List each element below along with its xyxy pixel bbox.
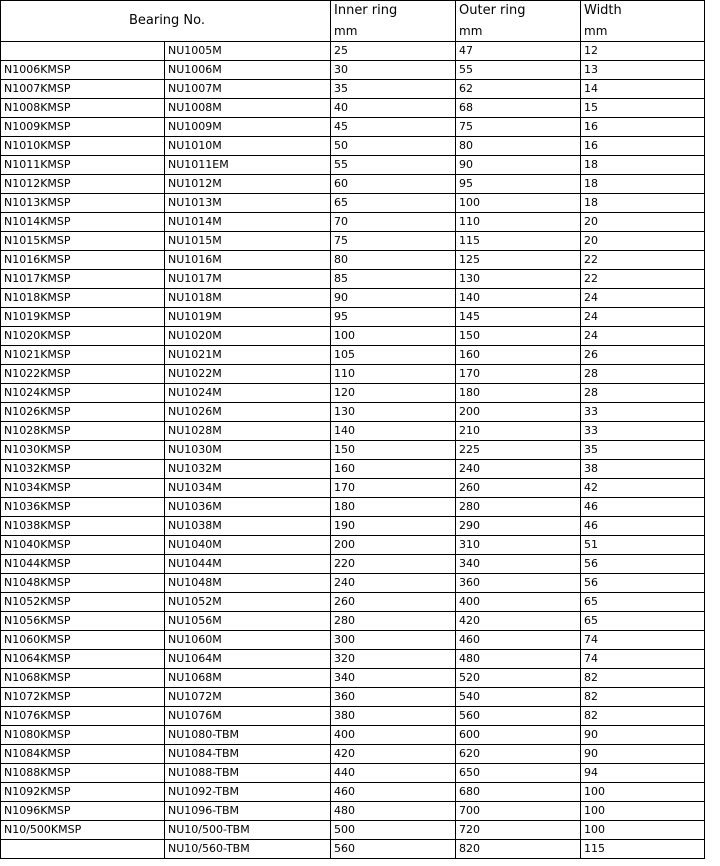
width-cell: 33 [581,422,705,441]
outer-ring-cell: 340 [456,555,581,574]
inner-ring-cell: 110 [331,365,456,384]
inner-ring-cell: 200 [331,536,456,555]
table-row [1,517,705,536]
nu-cell: NU10/500-TBM [165,821,331,840]
width-cell: 16 [581,118,705,137]
inner-ring-cell: 70 [331,213,456,232]
table-row [1,536,705,555]
table-row [1,118,705,137]
inner-ring-cell: 95 [331,308,456,327]
outer-ring-cell: 47 [456,42,581,61]
n-cell: N1011KMSP [1,156,165,175]
table-row [1,365,705,384]
outer-ring-cell: 460 [456,631,581,650]
outer-ring-cell: 650 [456,764,581,783]
table-row [1,555,705,574]
outer-ring-cell: 360 [456,574,581,593]
table-row [1,745,705,764]
n-cell: N1080KMSP [1,726,165,745]
table-row [1,764,705,783]
width-cell: 46 [581,517,705,536]
outer-ring-cell: 400 [456,593,581,612]
n-cell: N1092KMSP [1,783,165,802]
nu-cell: NU1032M [165,460,331,479]
n-cell: N10/500KMSP [1,821,165,840]
inner-ring-cell: 300 [331,631,456,650]
width-cell: 20 [581,232,705,251]
outer-ring-cell: 560 [456,707,581,726]
inner-ring-cell: 500 [331,821,456,840]
outer-ring-cell: 520 [456,669,581,688]
width-cell: 33 [581,403,705,422]
nu-cell: NU1044M [165,555,331,574]
table-header [1,1,705,42]
width-cell: 18 [581,156,705,175]
table-row [1,384,705,403]
outer-ring-cell: 200 [456,403,581,422]
nu-cell: NU1012M [165,175,331,194]
n-cell: N1020KMSP [1,327,165,346]
n-cell: N1096KMSP [1,802,165,821]
table-row [1,574,705,593]
nu-cell: NU1019M [165,308,331,327]
table-body [1,42,705,859]
n-cell: N1017KMSP [1,270,165,289]
width-cell: 20 [581,213,705,232]
nu-cell: NU1052M [165,593,331,612]
inner-ring-cell: 30 [331,61,456,80]
nu-cell: NU1005M [165,42,331,61]
table-row [1,327,705,346]
width-cell: 28 [581,384,705,403]
outer-ring-cell: 125 [456,251,581,270]
table-row [1,137,705,156]
width-cell: 100 [581,783,705,802]
n-cell: N1034KMSP [1,479,165,498]
n-cell: N1015KMSP [1,232,165,251]
inner-ring-cell: 260 [331,593,456,612]
nu-cell: NU1021M [165,346,331,365]
nu-cell: NU1007M [165,80,331,99]
header-inner-unit: mm [331,21,456,42]
header-width-unit: mm [581,21,705,42]
inner-ring-cell: 140 [331,422,456,441]
nu-cell: NU1060M [165,631,331,650]
width-cell: 74 [581,650,705,669]
header-width: Width [581,1,705,22]
inner-ring-cell: 160 [331,460,456,479]
table-row [1,783,705,802]
inner-ring-cell: 280 [331,612,456,631]
width-cell: 82 [581,669,705,688]
outer-ring-cell: 280 [456,498,581,517]
nu-cell: NU1068M [165,669,331,688]
width-cell: 82 [581,707,705,726]
width-cell: 115 [581,840,705,859]
n-cell: N1056KMSP [1,612,165,631]
inner-ring-cell: 150 [331,441,456,460]
nu-cell: NU1080-TBM [165,726,331,745]
outer-ring-cell: 115 [456,232,581,251]
inner-ring-cell: 240 [331,574,456,593]
n-cell: N1012KMSP [1,175,165,194]
nu-cell: NU10/560-TBM [165,840,331,859]
width-cell: 16 [581,137,705,156]
nu-cell: NU1022M [165,365,331,384]
outer-ring-cell: 290 [456,517,581,536]
width-cell: 46 [581,498,705,517]
width-cell: 13 [581,61,705,80]
n-cell: N1064KMSP [1,650,165,669]
inner-ring-cell: 220 [331,555,456,574]
nu-cell: NU1072M [165,688,331,707]
n-cell: N1018KMSP [1,289,165,308]
n-cell: N1014KMSP [1,213,165,232]
width-cell: 100 [581,821,705,840]
table-row [1,403,705,422]
width-cell: 65 [581,593,705,612]
nu-cell: NU1006M [165,61,331,80]
outer-ring-cell: 260 [456,479,581,498]
n-cell: N1010KMSP [1,137,165,156]
header-outer-ring: Outer ring [456,1,581,22]
outer-ring-cell: 480 [456,650,581,669]
inner-ring-cell: 480 [331,802,456,821]
n-cell: N1040KMSP [1,536,165,555]
outer-ring-cell: 540 [456,688,581,707]
table-row [1,612,705,631]
inner-ring-cell: 360 [331,688,456,707]
table-row [1,802,705,821]
width-cell: 74 [581,631,705,650]
nu-cell: NU1088-TBM [165,764,331,783]
table-row [1,441,705,460]
n-cell: N1013KMSP [1,194,165,213]
table-row [1,213,705,232]
nu-cell: NU1015M [165,232,331,251]
width-cell: 26 [581,346,705,365]
outer-ring-cell: 68 [456,99,581,118]
table-row [1,270,705,289]
nu-cell: NU1038M [165,517,331,536]
table-row [1,840,705,859]
nu-cell: NU1010M [165,137,331,156]
nu-cell: NU1013M [165,194,331,213]
nu-cell: NU1096-TBM [165,802,331,821]
inner-ring-cell: 100 [331,327,456,346]
table-row [1,308,705,327]
table-row [1,156,705,175]
n-cell [1,42,165,61]
outer-ring-cell: 75 [456,118,581,137]
outer-ring-cell: 180 [456,384,581,403]
inner-ring-cell: 170 [331,479,456,498]
n-cell: N1008KMSP [1,99,165,118]
table-row [1,631,705,650]
table-row [1,460,705,479]
table-row [1,289,705,308]
inner-ring-cell: 320 [331,650,456,669]
outer-ring-cell: 680 [456,783,581,802]
nu-cell: NU1016M [165,251,331,270]
width-cell: 35 [581,441,705,460]
header-outer-unit: mm [456,21,581,42]
n-cell: N1036KMSP [1,498,165,517]
n-cell: N1021KMSP [1,346,165,365]
nu-cell: NU1064M [165,650,331,669]
nu-cell: NU1020M [165,327,331,346]
inner-ring-cell: 340 [331,669,456,688]
nu-cell: NU1056M [165,612,331,631]
nu-cell: NU1084-TBM [165,745,331,764]
outer-ring-cell: 420 [456,612,581,631]
width-cell: 90 [581,726,705,745]
table-row [1,707,705,726]
inner-ring-cell: 40 [331,99,456,118]
outer-ring-cell: 110 [456,213,581,232]
outer-ring-cell: 310 [456,536,581,555]
table-row [1,346,705,365]
n-cell: N1007KMSP [1,80,165,99]
nu-cell: NU1048M [165,574,331,593]
nu-cell: NU1092-TBM [165,783,331,802]
outer-ring-cell: 90 [456,156,581,175]
inner-ring-cell: 55 [331,156,456,175]
inner-ring-cell: 45 [331,118,456,137]
table-row [1,232,705,251]
table-row [1,650,705,669]
table-row [1,479,705,498]
n-cell: N1032KMSP [1,460,165,479]
inner-ring-cell: 105 [331,346,456,365]
outer-ring-cell: 240 [456,460,581,479]
n-cell: N1006KMSP [1,61,165,80]
table-row [1,61,705,80]
inner-ring-cell: 60 [331,175,456,194]
table-row [1,175,705,194]
inner-ring-cell: 560 [331,840,456,859]
outer-ring-cell: 140 [456,289,581,308]
width-cell: 12 [581,42,705,61]
outer-ring-cell: 150 [456,327,581,346]
inner-ring-cell: 190 [331,517,456,536]
width-cell: 51 [581,536,705,555]
width-cell: 24 [581,327,705,346]
table-row [1,688,705,707]
n-cell: N1016KMSP [1,251,165,270]
inner-ring-cell: 400 [331,726,456,745]
nu-cell: NU1028M [165,422,331,441]
n-cell: N1072KMSP [1,688,165,707]
width-cell: 90 [581,745,705,764]
inner-ring-cell: 460 [331,783,456,802]
outer-ring-cell: 170 [456,365,581,384]
header-inner-ring: Inner ring [331,1,456,22]
n-cell: N1060KMSP [1,631,165,650]
outer-ring-cell: 620 [456,745,581,764]
outer-ring-cell: 55 [456,61,581,80]
width-cell: 24 [581,308,705,327]
n-cell: N1030KMSP [1,441,165,460]
width-cell: 18 [581,194,705,213]
table-row [1,42,705,61]
nu-cell: NU1008M [165,99,331,118]
nu-cell: NU1009M [165,118,331,137]
inner-ring-cell: 50 [331,137,456,156]
inner-ring-cell: 35 [331,80,456,99]
n-cell: N1026KMSP [1,403,165,422]
width-cell: 56 [581,574,705,593]
outer-ring-cell: 130 [456,270,581,289]
nu-cell: NU1024M [165,384,331,403]
width-cell: 28 [581,365,705,384]
nu-cell: NU1026M [165,403,331,422]
width-cell: 22 [581,251,705,270]
table-row [1,593,705,612]
n-cell: N1048KMSP [1,574,165,593]
n-cell [1,840,165,859]
n-cell: N1022KMSP [1,365,165,384]
width-cell: 100 [581,802,705,821]
n-cell: N1052KMSP [1,593,165,612]
inner-ring-cell: 380 [331,707,456,726]
inner-ring-cell: 85 [331,270,456,289]
n-cell: N1044KMSP [1,555,165,574]
n-cell: N1088KMSP [1,764,165,783]
table-row [1,422,705,441]
width-cell: 56 [581,555,705,574]
outer-ring-cell: 600 [456,726,581,745]
table-row [1,99,705,118]
n-cell: N1076KMSP [1,707,165,726]
nu-cell: NU1011EM [165,156,331,175]
width-cell: 82 [581,688,705,707]
width-cell: 18 [581,175,705,194]
nu-cell: NU1018M [165,289,331,308]
n-cell: N1009KMSP [1,118,165,137]
nu-cell: NU1076M [165,707,331,726]
inner-ring-cell: 130 [331,403,456,422]
nu-cell: NU1034M [165,479,331,498]
nu-cell: NU1014M [165,213,331,232]
nu-cell: NU1040M [165,536,331,555]
nu-cell: NU1017M [165,270,331,289]
table-row [1,194,705,213]
inner-ring-cell: 120 [331,384,456,403]
inner-ring-cell: 180 [331,498,456,517]
outer-ring-cell: 100 [456,194,581,213]
nu-cell: NU1036M [165,498,331,517]
width-cell: 22 [581,270,705,289]
outer-ring-cell: 820 [456,840,581,859]
outer-ring-cell: 62 [456,80,581,99]
table-row [1,669,705,688]
inner-ring-cell: 65 [331,194,456,213]
table-row [1,498,705,517]
table-row [1,726,705,745]
n-cell: N1084KMSP [1,745,165,764]
width-cell: 14 [581,80,705,99]
outer-ring-cell: 210 [456,422,581,441]
inner-ring-cell: 80 [331,251,456,270]
width-cell: 38 [581,460,705,479]
n-cell: N1038KMSP [1,517,165,536]
outer-ring-cell: 95 [456,175,581,194]
n-cell: N1028KMSP [1,422,165,441]
width-cell: 65 [581,612,705,631]
nu-cell: NU1030M [165,441,331,460]
table-row [1,251,705,270]
inner-ring-cell: 25 [331,42,456,61]
outer-ring-cell: 225 [456,441,581,460]
width-cell: 42 [581,479,705,498]
width-cell: 24 [581,289,705,308]
n-cell: N1068KMSP [1,669,165,688]
table-row [1,80,705,99]
outer-ring-cell: 720 [456,821,581,840]
n-cell: N1024KMSP [1,384,165,403]
inner-ring-cell: 440 [331,764,456,783]
outer-ring-cell: 80 [456,137,581,156]
outer-ring-cell: 145 [456,308,581,327]
inner-ring-cell: 75 [331,232,456,251]
outer-ring-cell: 160 [456,346,581,365]
n-cell: N1019KMSP [1,308,165,327]
inner-ring-cell: 420 [331,745,456,764]
header-bearing-no: Bearing No. [1,1,331,42]
table-row [1,821,705,840]
width-cell: 94 [581,764,705,783]
inner-ring-cell: 90 [331,289,456,308]
outer-ring-cell: 700 [456,802,581,821]
width-cell: 15 [581,99,705,118]
